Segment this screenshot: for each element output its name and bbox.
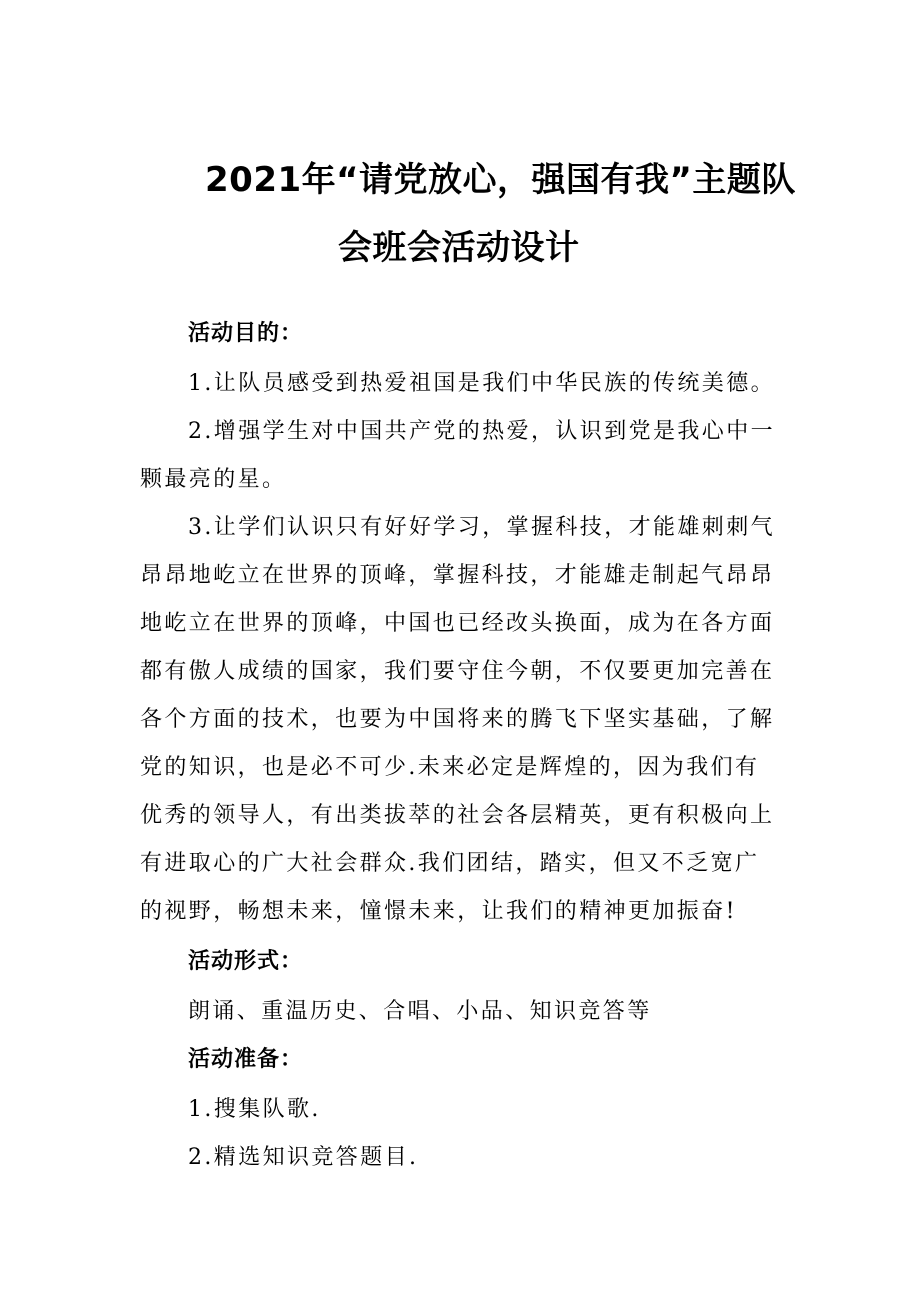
form-content: 朗诵、重温历史、合唱、小品、知识竞答等: [188, 999, 652, 1024]
purpose-item-3-line-6: 党的知识，也是必不可少.未来必定是辉煌的，因为我们有: [140, 755, 760, 780]
purpose-item-3-line-8: 有进取心的广大社会群众.我们团结，踏实，但又不乏宽广: [140, 851, 760, 876]
preparation-item-1: 1.搜集队歌.: [188, 1097, 321, 1122]
section-heading-preparation: 活动准备：: [188, 1047, 304, 1072]
purpose-item-2-line-2: 颗最亮的星。: [140, 467, 287, 492]
purpose-item-3-line-7: 优秀的领导人，有出类拔萃的社会各层精英，更有积极向上: [140, 803, 775, 828]
document-title-line-1: 2021年“请党放心，强国有我”主题队: [205, 160, 796, 200]
section-heading-form: 活动形式：: [188, 949, 304, 974]
preparation-item-2: 2.精选知识竞答题目.: [188, 1145, 419, 1170]
purpose-item-3-line-4: 都有傲人成绩的国家，我们要守住今朝，不仅要更加完善在: [140, 659, 775, 684]
purpose-item-3-line-1: 3.让学们认识只有好好学习，掌握科技，才能雄刺刺气: [188, 515, 775, 540]
purpose-item-3-line-9: 的视野，畅想未来，憧憬未来，让我们的精神更加振奋!: [140, 899, 737, 924]
purpose-item-2-line-1: 2.增强学生对中国共产党的热爱，认识到党是我心中一: [188, 419, 775, 444]
section-heading-purpose: 活动目的：: [188, 321, 304, 346]
purpose-item-3-line-3: 地屹立在世界的顶峰，中国也已经改头换面，成为在各方面: [140, 611, 775, 636]
purpose-item-3-line-2: 昂昂地屹立在世界的顶峰，掌握科技，才能雄走制起气昂昂: [140, 563, 775, 588]
document-title-line-2: 会班会活动设计: [338, 228, 580, 268]
purpose-item-1: 1.让队员感受到热爱祖国是我们中华民族的传统美德。: [188, 371, 775, 396]
purpose-item-3-line-5: 各个方面的技术，也要为中国将来的腾飞下坚实基础，了解: [140, 707, 775, 732]
